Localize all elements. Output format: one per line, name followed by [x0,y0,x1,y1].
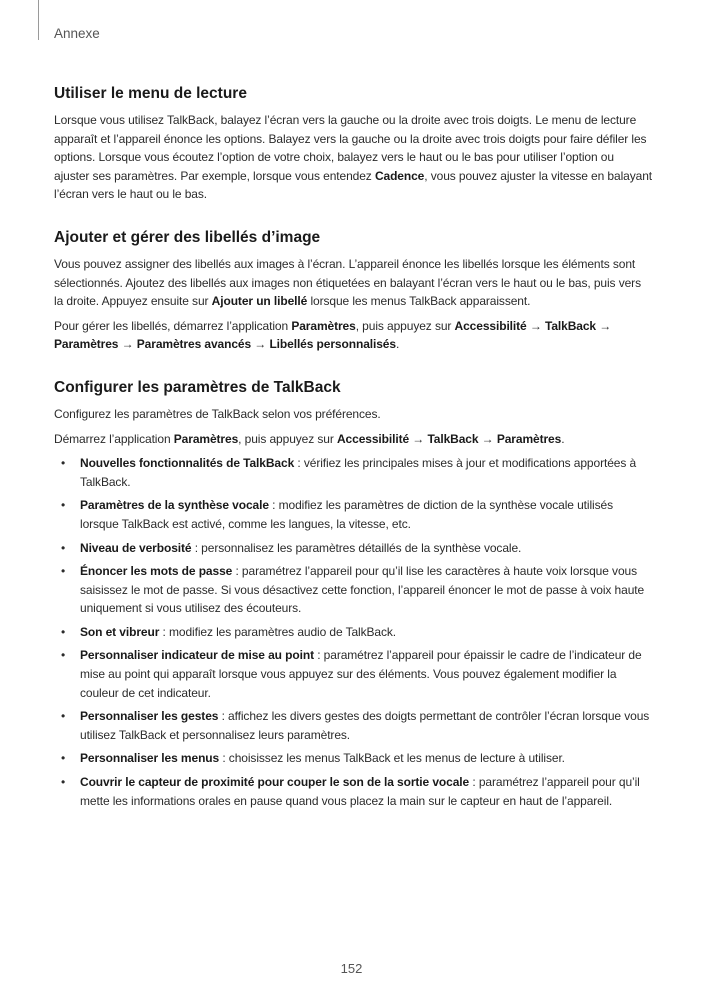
header-rule [38,0,39,40]
ui-term: Paramètres [291,318,356,333]
bullet-icon: • [61,709,66,724]
paragraph: Lorsque vous utilisez TalkBack, balayez l’écran vers la gauche ou la droite avec trois doigts. Le menu de lecture apparaît et l’appareil énonce les options. Balayez vers la gauche ou la droite avec trois doigts pour faire défiler les options. Lorsque vous écoutez l’option de votre choix, balayez vers le haut ou le bas pour utiliser l’option ou ajuster ses paramètres. Par exemple, lorsque vous entendez Cadence, vous pouvez ajuster la vitesse en balayant l’écran vers le haut ou le bas. [54,113,653,202]
list-item: • Nouvelles fonctionnalités de TalkBack : vérifiez les principales mises à jour et modifications apportées à TalkBack. [61,456,637,489]
bullet-icon: • [61,775,66,790]
paragraph: Démarrez l’application Paramètres, puis appuyez sur Accessibilité → TalkBack → Paramètres. [54,431,565,446]
section-title: Configurer les paramètres de TalkBack [54,378,341,396]
bullet-icon: • [61,498,66,513]
paragraph: Pour gérer les libellés, démarrez l’application Paramètres, puis appuyez sur Accessibilité → TalkBack → Paramètres → Paramètres avancés → Libellés personnalisés. [54,318,612,352]
bullet-icon: • [61,456,66,471]
bullet-icon: • [61,564,66,579]
running-header: Annexe [54,26,100,41]
bullet-icon: • [61,751,66,766]
bullet-icon: • [61,624,66,639]
list-item: • Personnaliser les gestes : affichez les divers gestes des doigts permettant de contrôler l’écran lorsque vous utilisez TalkBack et personnalisez leurs paramètres. [61,709,650,742]
ui-term: Ajouter un libellé [211,294,308,309]
settings-list [54,454,652,810]
section-image-labels [54,228,652,354]
arrow-icon: → [251,337,270,352]
arrow-icon: → [409,431,428,446]
paragraph: Configurez les paramètres de TalkBack selon vos préférences. [54,406,381,421]
ui-term: Cadence [374,168,425,183]
list-item: • Couvrir le capteur de proximité pour couper le son de la sortie vocale : paramétrez l’appareil pour qu’il mette les informations orales en pause quand vous placez la main sur le capteur en haut de l’appareil. [61,775,640,808]
ui-term: TalkBack [427,431,479,446]
list-item: • Paramètres de la synthèse vocale : modifiez les paramètres de diction de la synthèse vocale utilisés lorsque TalkBack est activé, comme les langues, la vitesse, etc. [61,498,613,531]
list-item: • Énoncer les mots de passe : paramétrez l’appareil pour qu’il lise les caractères à haute voix lorsque vous saisissez le mot de passe. Si vous désactivez cette fonction, l’appareil énoncer le mot de passe à voix haute uniquement si vous utilisez des écouteurs. [61,564,645,616]
section-reading-menu [54,84,652,204]
list-item: • Personnaliser les menus : choisissez les menus TalkBack et les menus de lecture à utiliser. [54,749,652,768]
arrow-icon: → [526,318,545,333]
ui-term: Accessibilité [336,431,410,446]
list-item: • Niveau de verbosité : personnalisez les paramètres détaillés de la synthèse vocale. [54,539,652,558]
ui-term: Accessibilité [454,318,527,333]
list-item: • Personnaliser indicateur de mise au point : paramétrez l’appareil pour épaissir le cadre de l’indicateur de mise au point qui apparaît lorsque vous appuyez sur des éléments. Vous pouvez également modifier la couleur de cet indicateur. [61,648,642,700]
arrow-icon: → [118,337,137,352]
bullet-icon: • [61,540,66,555]
ui-term: TalkBack [545,318,597,333]
section-talkback-settings [54,378,652,810]
page-number: 152 [340,961,363,976]
ui-term: Libellés personnalisés [269,337,396,352]
arrow-icon: → [596,318,612,333]
ui-term: Paramètres [173,431,239,446]
section-title: Ajouter et gérer des libellés d’image [54,228,321,246]
ui-term: Paramètres [496,431,562,446]
ui-term: Paramètres [54,337,119,352]
bullet-icon: • [61,648,66,663]
list-item: • Son et vibreur : modifiez les paramètres audio de TalkBack. [54,623,652,642]
paragraph: Vous pouvez assigner des libellés aux images à l’écran. L’appareil énonce les libellés lorsque les éléments sont sélectionnés. Ajoutez des libellés aux images non étiquetées en balayant l’écran vers le haut ou le bas, puis vers la droite. Appuyez ensuite sur Ajouter un libellé lorsque les menus TalkBack apparaissent. [54,256,641,309]
page-content [54,84,652,834]
ui-term: Paramètres avancés [136,337,252,352]
section-title: Utiliser le menu de lecture [54,85,247,102]
arrow-icon: → [478,431,497,446]
